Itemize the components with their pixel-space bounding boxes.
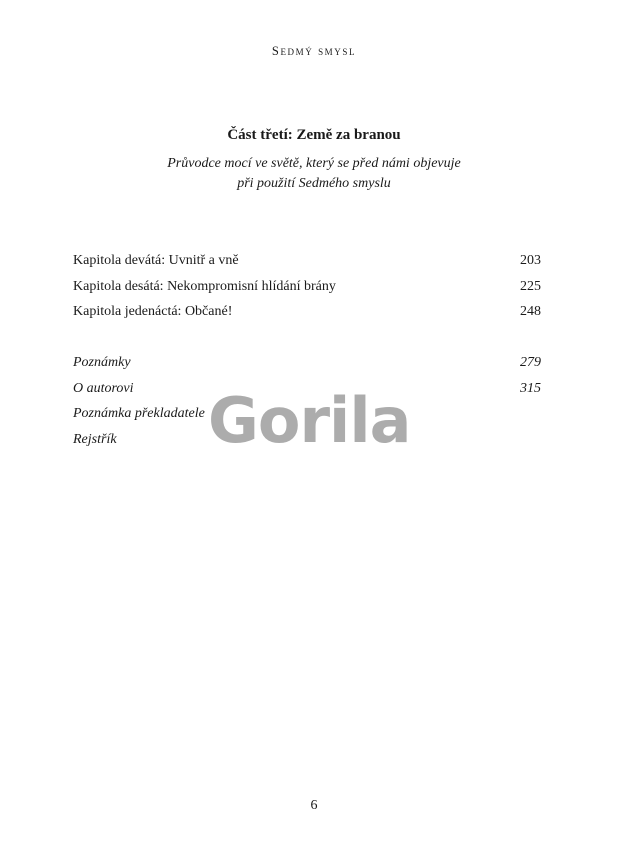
toc-entry-label: Kapitola desátá: Nekompromisní hlídání brány [73,278,336,294]
watermark-logo: Gorila [208,384,411,457]
toc-entry-notes [73,350,541,376]
toc-entry-label: Kapitola devátá: Uvnitř a vně [73,253,239,268]
page-number: 6 [310,798,318,813]
toc-entry-label: Poznámky [73,355,131,370]
toc-entry-page: 248 [520,304,541,319]
toc-chapters [73,248,541,325]
running-head: Sedmý smysl [271,44,357,58]
toc-entry-chapter-10 [73,274,541,300]
toc-entry-page: 225 [520,278,541,294]
toc-entry-page: 315 [520,380,541,396]
toc-entry-label: Poznámka překladatele [73,406,205,421]
toc-entry-chapter-11 [73,299,541,325]
toc-entry-label: O autorovi [73,380,134,396]
part-subtitle-line-2: při použití Sedmého smyslu [237,176,391,191]
part-title: Část třetí: Země za branou [227,127,401,143]
toc-entry-label: Kapitola jedenáctá: Občané! [73,304,233,319]
part-subtitle-line-1: Průvodce mocí ve světě, který se před námi objevuje [167,156,461,171]
part-subtitle [0,154,628,194]
toc-entry-page: 279 [520,355,541,370]
toc-entry-page: 203 [520,253,541,268]
toc-entry-label: Rejstřík [73,431,117,447]
toc-entry-chapter-9 [73,248,541,274]
